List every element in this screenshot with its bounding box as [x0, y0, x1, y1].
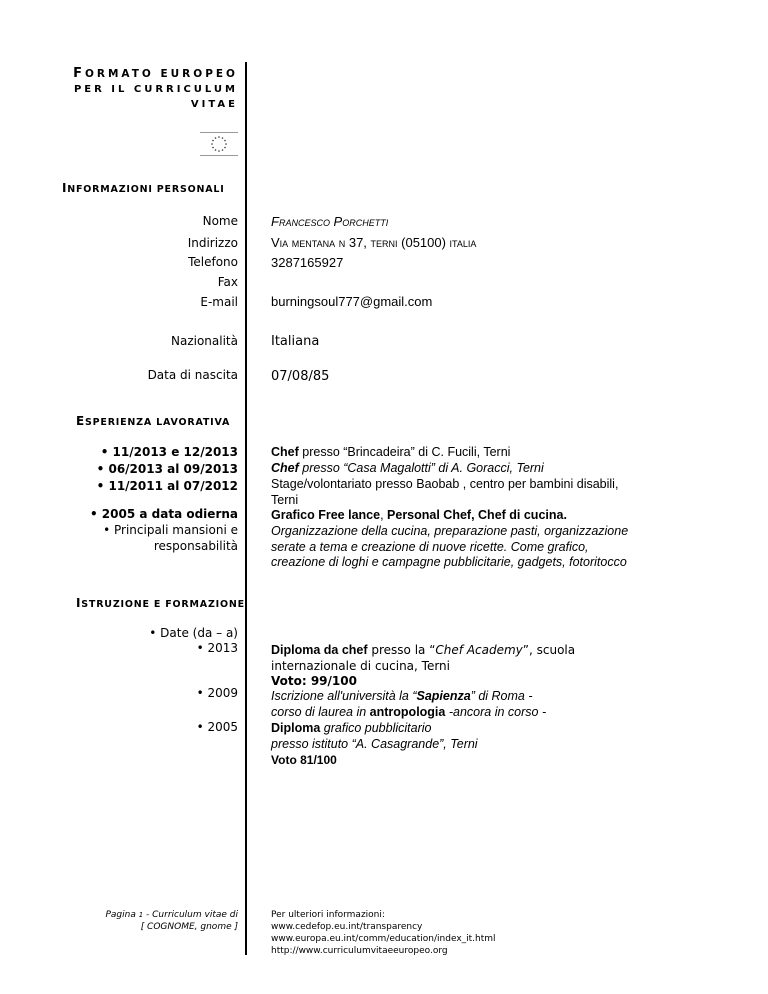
edu-year-2005: • 2005	[196, 720, 238, 734]
birth-label: Data di nascita	[147, 368, 238, 382]
header-line-3: VITAE	[190, 99, 238, 110]
work-date-4: • 2005 a data odierna	[89, 507, 238, 521]
work-date-2: • 06/2013 al 09/2013	[96, 462, 238, 476]
work-date-3: • 11/2011 al 07/2012	[96, 479, 238, 493]
edu-date-range-label: • Date (da – a)	[149, 626, 238, 640]
name-value: Francesco Porchetti	[271, 214, 389, 229]
edu-entry-3-line-2: presso istituto “A. Casagrande”, Terni	[271, 737, 478, 751]
footer-page-info: Pagina 1 - Curriculum vitae di [ COGNOME, gnome ]	[105, 910, 238, 932]
nationality-value: Italiana	[271, 334, 320, 349]
edu-entry-1-line-3: Voto: 99/100	[271, 674, 357, 688]
fax-label: Fax	[217, 275, 238, 289]
edu-year-2009: • 2009	[196, 686, 238, 700]
nationality-label: Nazionalità	[171, 334, 238, 348]
email-value: burningsoul777@gmail.com	[271, 294, 433, 309]
work-entry-4: Grafico Free lance, Personal Chef, Chef di cucina.	[271, 508, 567, 522]
address-label: Indirizzo	[187, 236, 238, 250]
work-entry-1: Chef presso “Brincadeira” di C. Fucili, Terni	[271, 445, 511, 459]
edu-entry-1-line-1: Diploma da chef presso la “Chef Academy”, scuola	[271, 643, 576, 657]
phone-label: Telefono	[188, 255, 238, 269]
footer-link-cedefop[interactable]: www.cedefop.eu.int/transparency	[271, 922, 423, 932]
edu-entry-1-line-2: internazionale di cucina, Terni	[271, 659, 450, 673]
email-label: E-mail	[200, 295, 238, 309]
footer-links	[271, 909, 496, 957]
header-line-1: FORMATO EUROPEO	[73, 66, 238, 81]
name-label: Nome	[202, 214, 238, 228]
work-duties-text: Organizzazione della cucina, preparazione pasti, organizzazione serate a tema e creazione di nuove ricette. Come grafico, creazione di loghi e campagne pubblicitarie, gadgets, fotoritocco	[271, 524, 629, 569]
column-divider	[245, 62, 247, 955]
footer-link-cv-europeo[interactable]: http://www.curriculumvitaeeuropeo.org	[271, 946, 448, 956]
footer-info-label: Per ulteriori informazioni:	[271, 910, 385, 920]
edu-entry-3-line-1: Diploma grafico pubblicitario	[271, 721, 432, 735]
section-title-work: ESPERIENZA LAVORATIVA	[76, 414, 231, 428]
work-date-1: • 11/2013 e 12/2013	[100, 445, 238, 459]
birth-value: 07/08/85	[271, 369, 330, 384]
section-title-education: ISTRUZIONE E FORMAZIONE	[76, 596, 245, 610]
edu-entry-2-line-2: corso di laurea in antropologia -ancora in corso -	[271, 705, 547, 719]
edu-entry-2-line-1: Iscrizione all'università la “Sapienza” di Roma -	[271, 689, 533, 703]
work-duties-label: • Principali mansioni e responsabilità	[103, 523, 238, 553]
header-line-2: PER IL CURRICULUM	[73, 84, 238, 95]
section-title-personal: INFORMAZIONI PERSONALI	[62, 181, 225, 195]
edu-year-2013: • 2013	[196, 641, 238, 655]
edu-entry-3-line-3: Voto 81/100	[271, 753, 337, 767]
work-entry-3: Stage/volontariato presso Baobab , centro per bambini disabili, Terni	[271, 477, 619, 507]
phone-value: 3287165927	[271, 255, 344, 270]
document-header	[62, 66, 238, 112]
work-entry-2: Chef presso “Casa Magalotti” di A. Goracci, Terni	[271, 461, 544, 475]
footer-link-europa[interactable]: www.europa.eu.int/comm/education/index_it.html	[271, 934, 496, 944]
address-value: Via mentana n 37, terni (05100) italia	[271, 235, 477, 250]
eu-flag-icon	[200, 132, 238, 156]
